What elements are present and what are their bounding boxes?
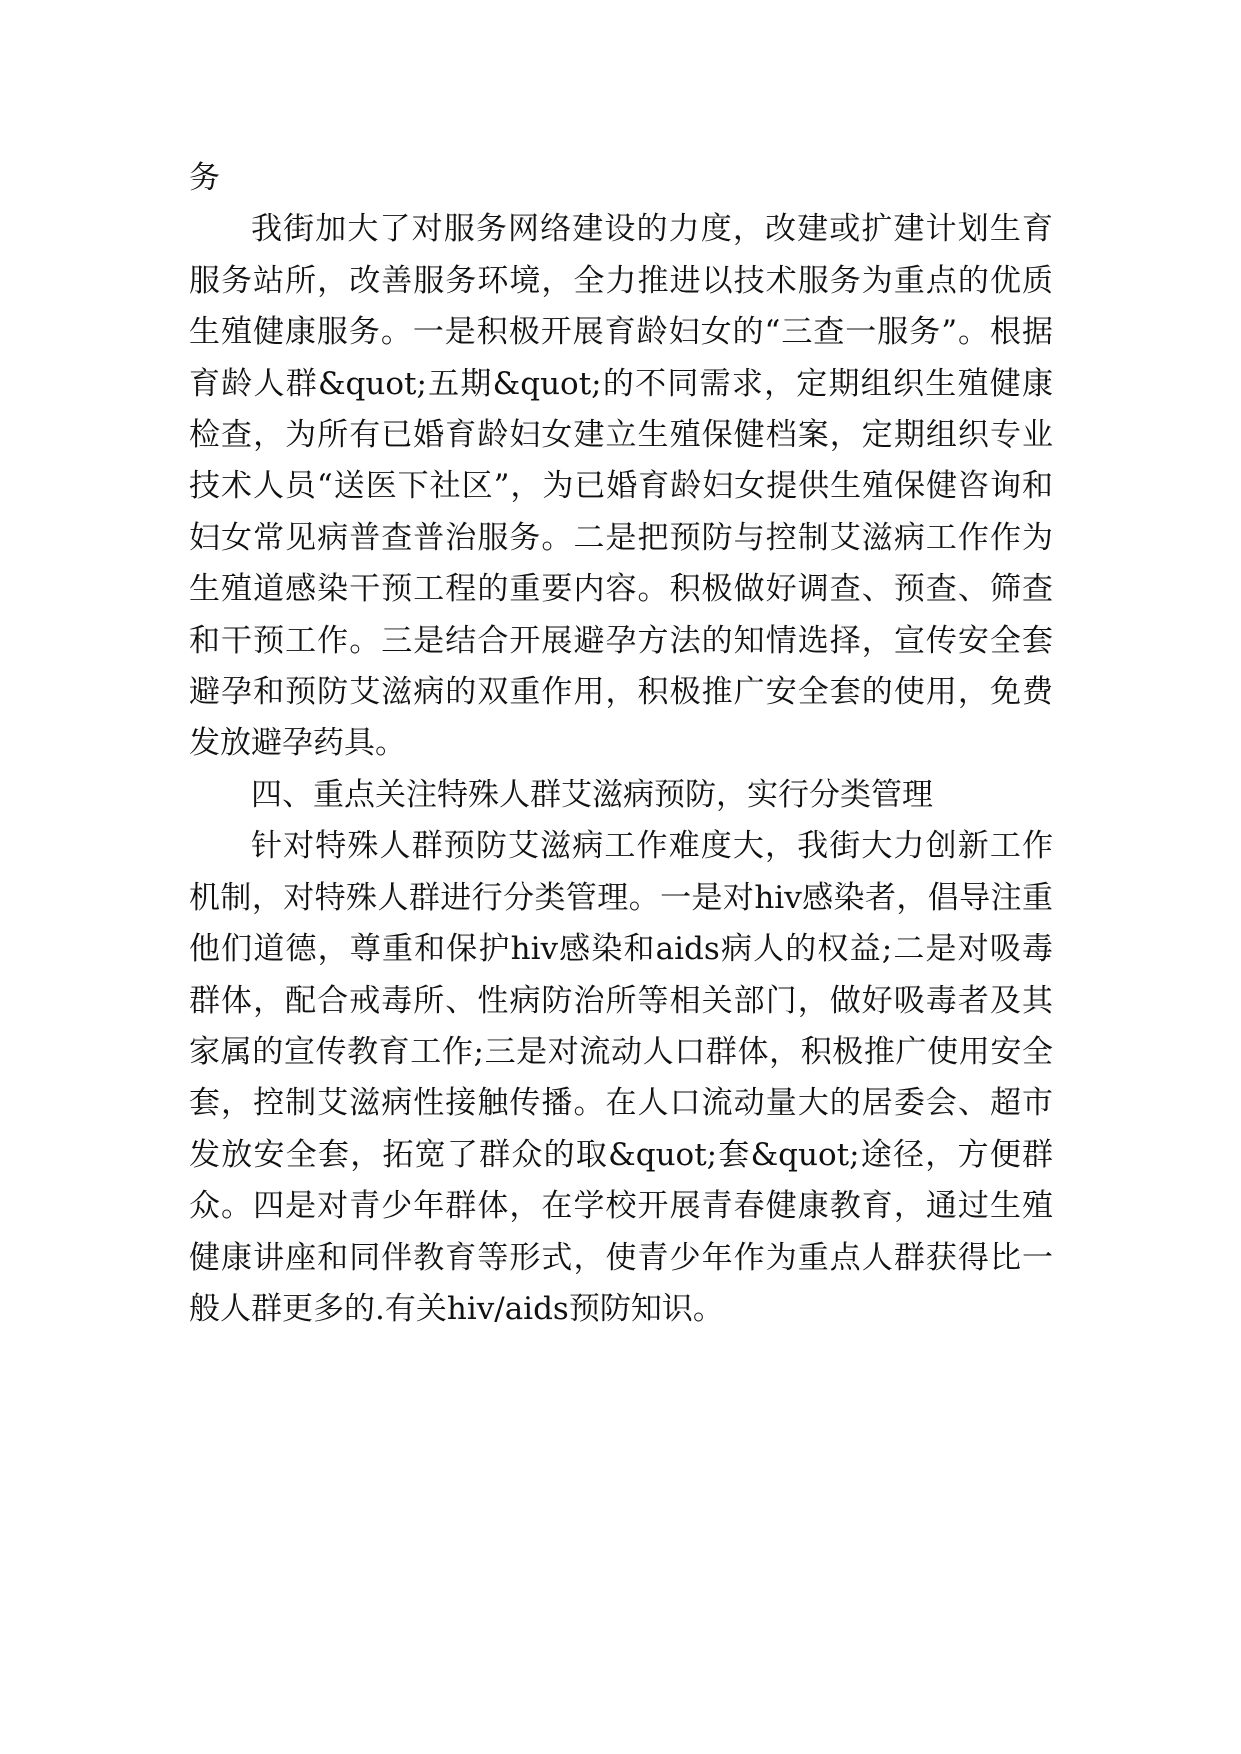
paragraph-special-groups: 针对特殊人群预防艾滋病工作难度大，我街大力创新工作机制，对特殊人群进行分类管理。一是对hiv感染者，倡导注重他们道德，尊重和保护hiv感染和aids病人的权益;二是对吸毒群体，配合戒毒所、性病防治所等相关部门，做好吸毒者及其家属的宣传教育工作;三是对流动人口群体，积极推广使用安全套，控制艾滋病性接触传播。在人口流动量大的居委会、超市发放安全套，拓宽了群众的取&quot;套&quot;途径，方便群众。四是对青少年群体，在学校开展青春健康教育，通过生殖健康讲座和同伴教育等形式，使青少年作为重点人群获得比一般人群更多的.有关hiv/aids预防知识。 xyxy=(189,828,1053,1327)
document-body xyxy=(189,153,1053,1335)
paragraph-continuation: 务 xyxy=(189,160,220,196)
section-heading-special-groups: 四、重点关注特殊人群艾滋病预防，实行分类管理 xyxy=(251,776,933,813)
paragraph-service-network: 我街加大了对服务网络建设的力度，改建或扩建计划生育服务站所，改善服务环境，全力推进以技术服务为重点的优质生殖健康服务。一是积极开展育龄妇女的“三查一服务”。根据育龄人群&quot;五期&quot;的不同需求，定期组织生殖健康检查，为所有已婚育龄妇女建立生殖保健档案，定期组织专业技术人员“送医下社区”，为已婚育龄妇女提供生殖保健咨询和妇女常见病普查普治服务。二是把预防与控制艾滋病工作作为生殖道感染干预工程的重要内容。积极做好调查、预查、筛查和干预工作。三是结合开展避孕方法的知情选择，宣传安全套避孕和预防艾滋病的双重作用，积极推广安全套的使用，免费发放避孕药具。 xyxy=(189,211,1053,762)
